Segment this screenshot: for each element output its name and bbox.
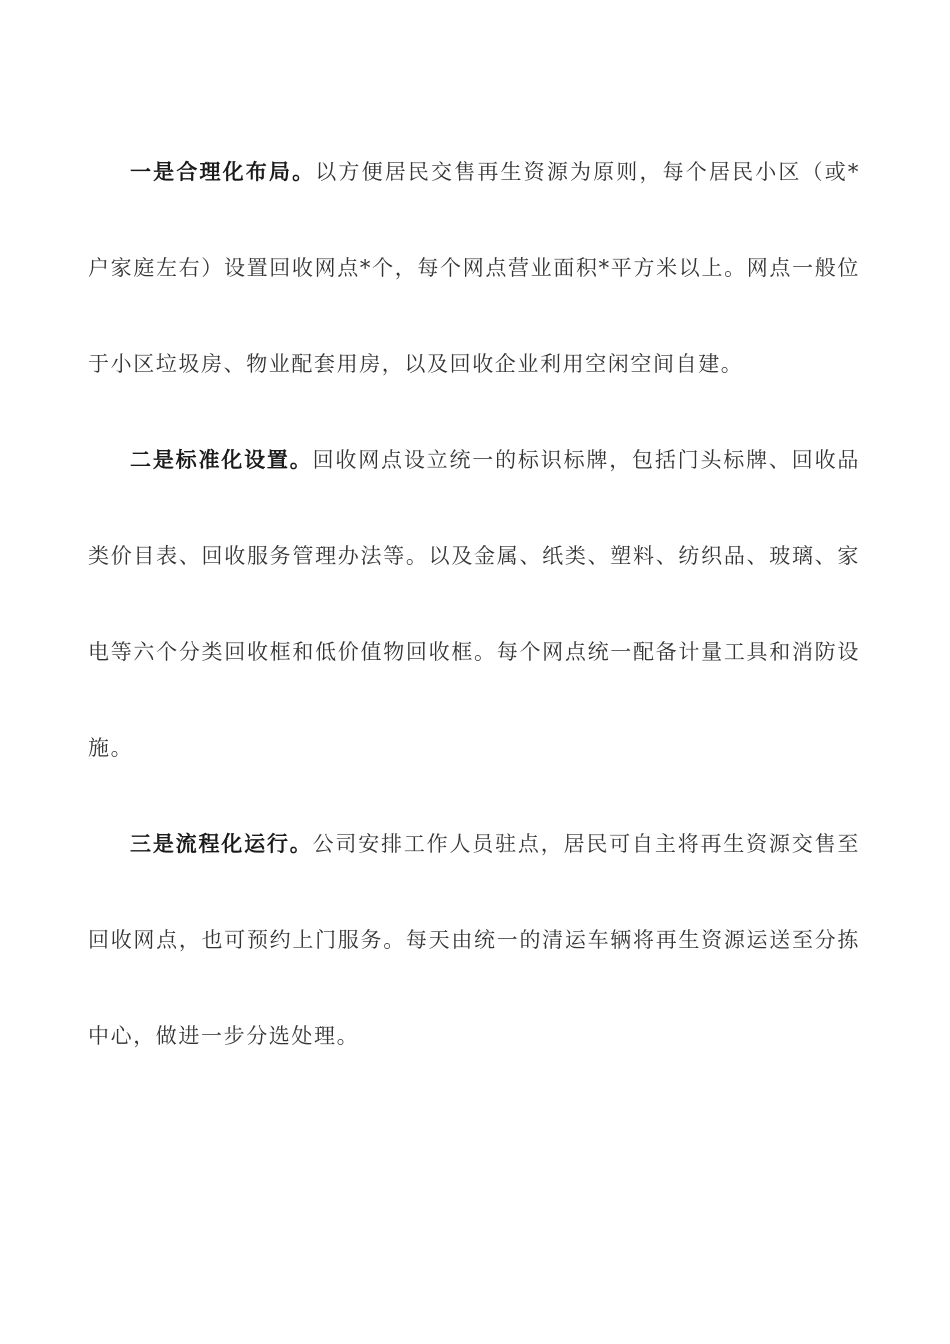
paragraph-body-text: 以方便居民交售再生资源为原则，每个居民小区（或*户家庭左右）设置回收网点*个，每个网点营业面积*平方米以上。网点一般位于小区垃圾房、物业配套用房，以及回收企业利用空闲空间自建。 <box>88 160 860 376</box>
paragraph-body-text: 公司安排工作人员驻点，居民可自主将再生资源交售至回收网点，也可预约上门服务。每天由统一的清运车辆将再生资源运送至分拣中心，做进一步分选处理。 <box>88 832 860 1048</box>
paragraph-lead-heading: 三是流程化运行。 <box>130 832 313 856</box>
paragraph-body-text: 回收网点设立统一的标识标牌，包括门头标牌、回收品类价目表、回收服务管理办法等。以及金属、纸类、塑料、纺织品、玻璃、家电等六个分类回收框和低价值物回收框。每个网点统一配备计量工具和消防设施。 <box>88 448 860 760</box>
paragraph-lead-heading: 二是标准化设置。 <box>130 448 313 472</box>
paragraph-lead-heading: 一是合理化布局。 <box>130 160 316 184</box>
paragraph-layout <box>88 124 860 412</box>
paragraph-process <box>88 796 860 1084</box>
document-body <box>88 124 860 1084</box>
paragraph-standardization <box>88 412 860 796</box>
